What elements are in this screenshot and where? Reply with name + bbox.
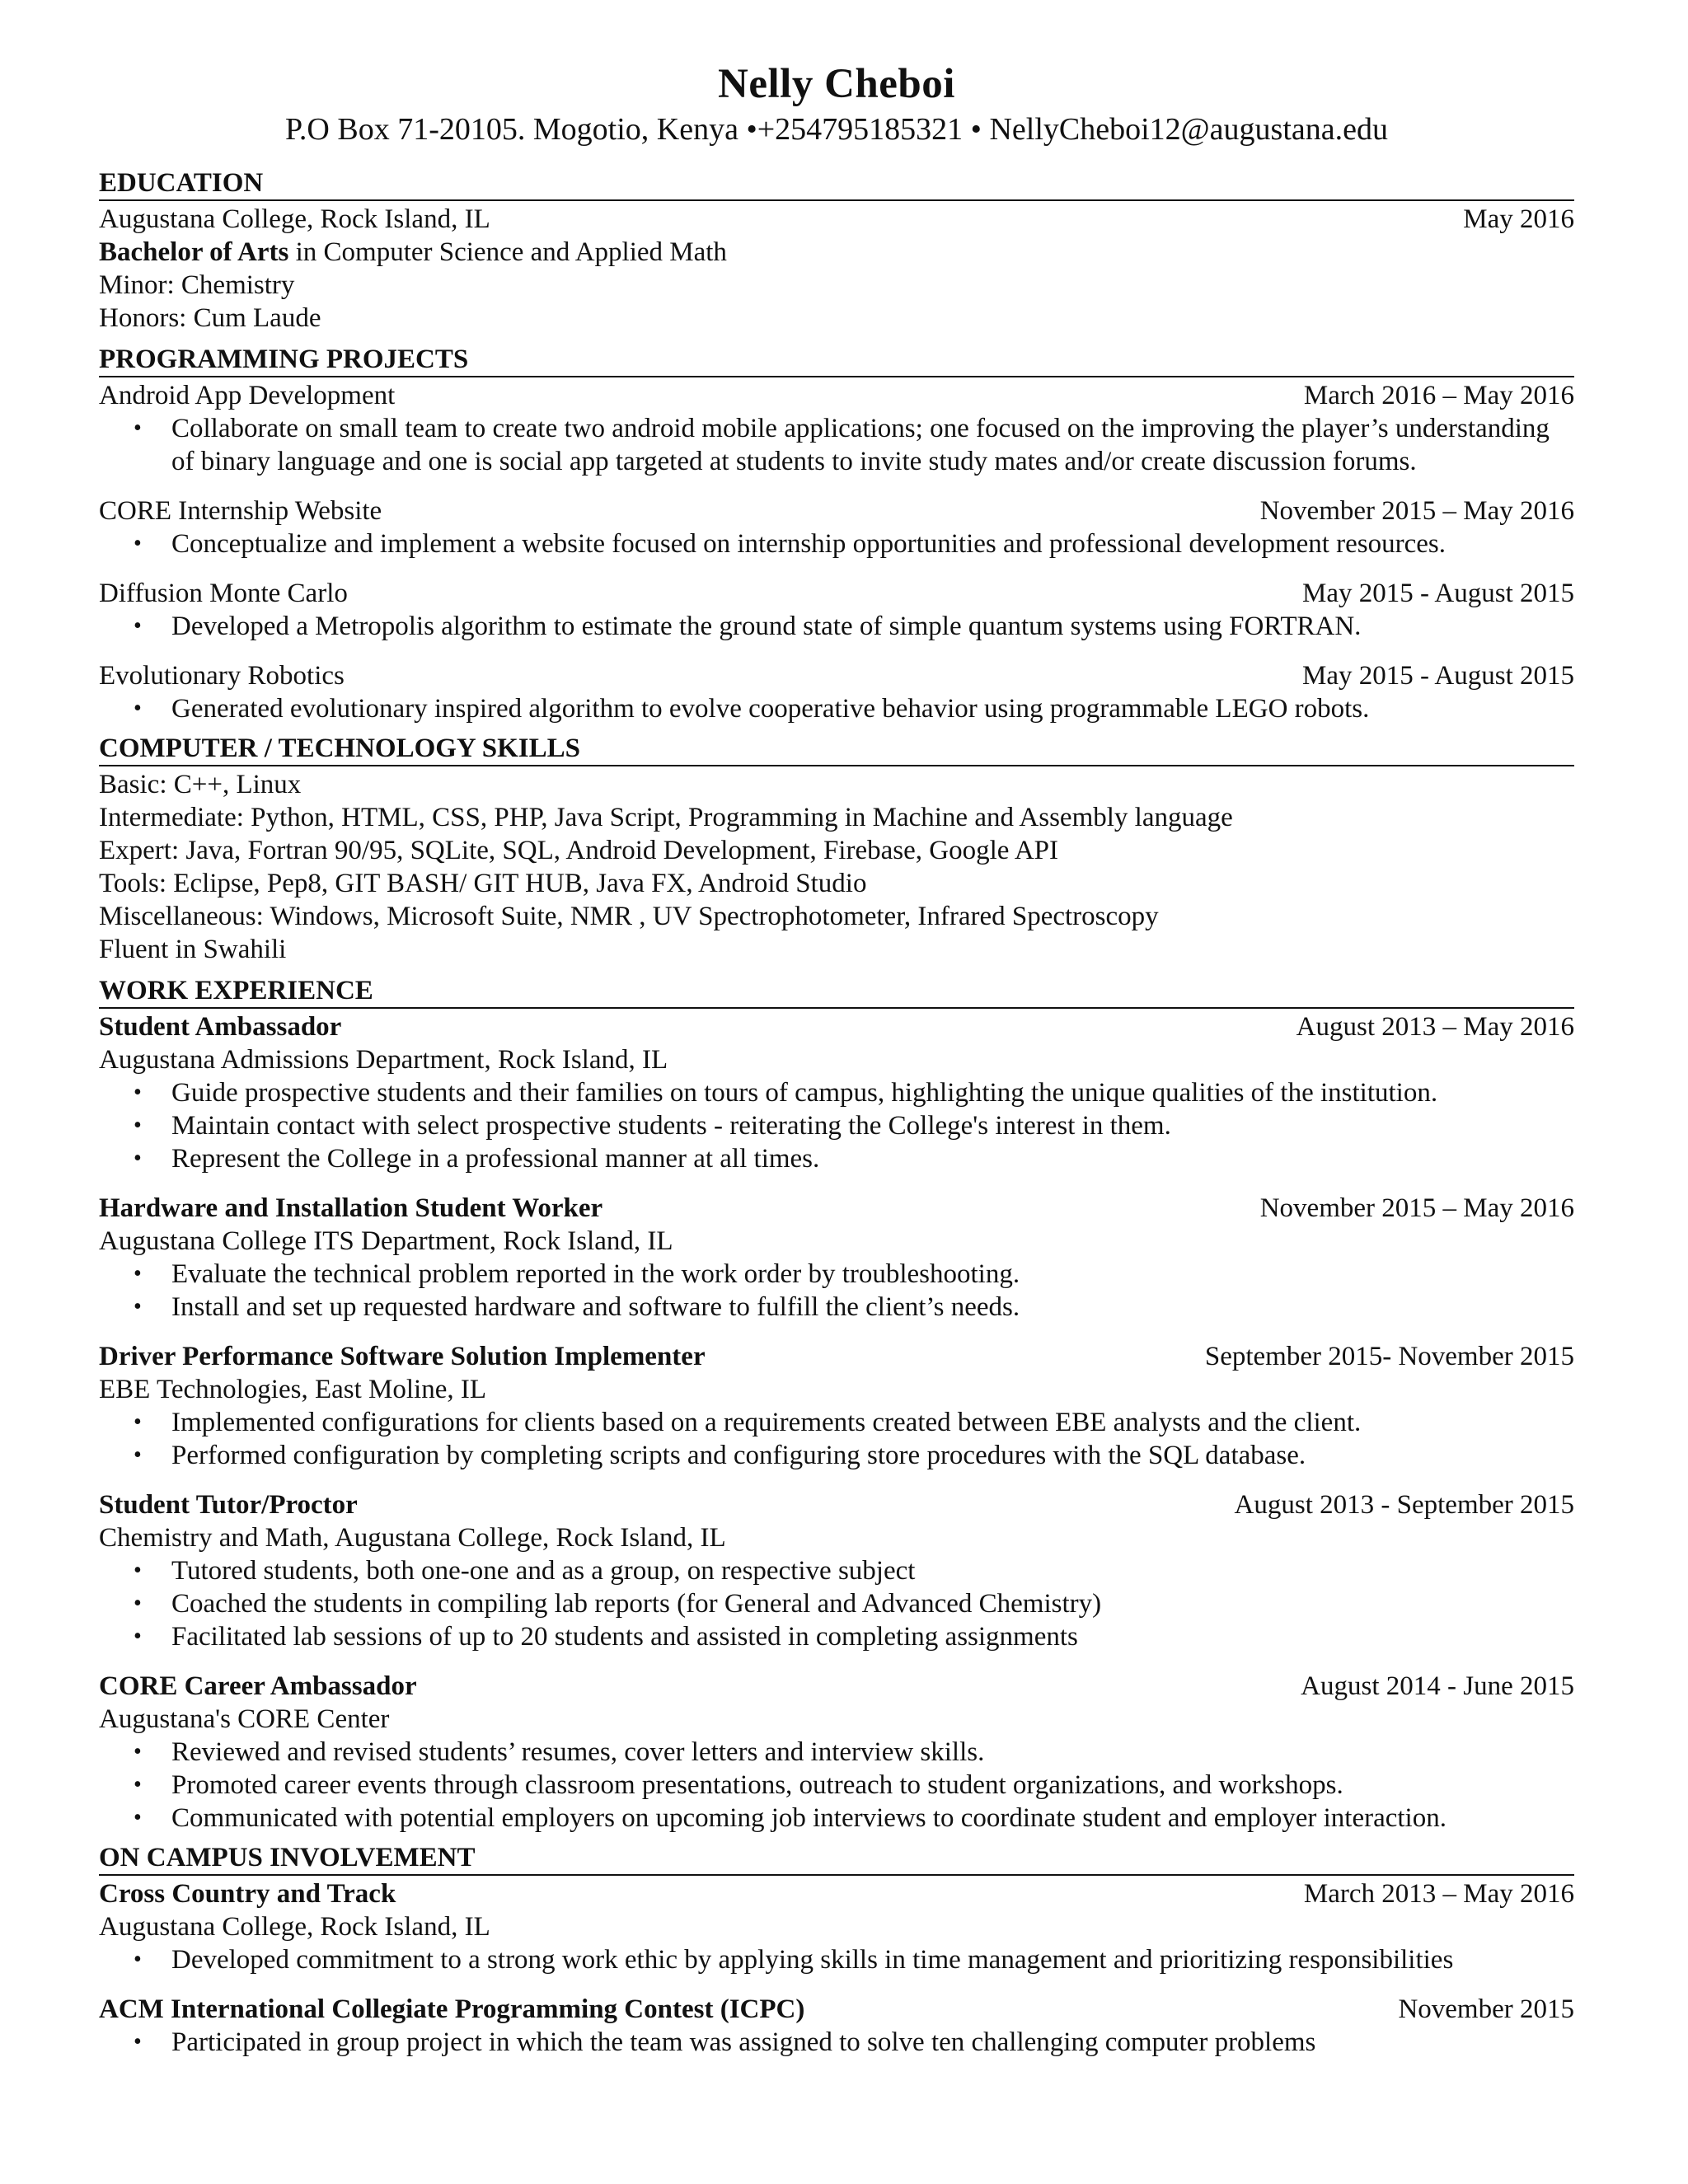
school-name: Augustana College, Rock Island, IL: [99, 204, 490, 234]
campus-section: [99, 1841, 1574, 2059]
minor-line: Minor: Chemistry: [99, 270, 295, 300]
job-header-row: [99, 1340, 1574, 1373]
job-title: Student Ambassador: [99, 1012, 342, 1042]
skill-line: Basic: C++, Linux: [99, 770, 302, 799]
job-organization: Augustana Admissions Department, Rock Island, IL: [99, 1045, 668, 1075]
job-entry: [99, 1488, 1574, 1653]
education-section: [99, 166, 1574, 335]
bullet-item: • Conceptualize and implement a website focused on internship opportunities and professional development resources.: [171, 527, 1574, 560]
job-header-row: [99, 1192, 1574, 1225]
bullet-item: • Promoted career events through classroom presentations, outreach to student organizations, and workshops.: [171, 1769, 1574, 1802]
project-bullet-list: [99, 412, 1574, 478]
projects-section: [99, 343, 1574, 725]
graduation-date: May 2016: [1463, 204, 1574, 234]
campus-list: [99, 1877, 1574, 2059]
project-bullet-list: [99, 610, 1574, 643]
project-date: November 2015 – May 2016: [1259, 496, 1574, 526]
job-bullet-list: [99, 1258, 1574, 1324]
project-header-row: [99, 379, 1574, 412]
section-heading: WORK EXPERIENCE: [99, 974, 1574, 1009]
job-date: September 2015- November 2015: [1204, 1342, 1574, 1371]
project-header-row: [99, 659, 1574, 692]
job-organization: Chemistry and Math, Augustana College, Rock Island, IL: [99, 1523, 726, 1553]
job-bullet-list: [99, 1406, 1574, 1472]
project-bullet-list: [99, 692, 1574, 725]
job-date: November 2015 – May 2016: [1259, 1193, 1574, 1223]
projects-list: [99, 379, 1574, 725]
activity-header-row: [99, 1993, 1574, 2026]
job-title: Hardware and Installation Student Worker: [99, 1193, 603, 1223]
project-title: Evolutionary Robotics: [99, 661, 345, 691]
project-title: Android App Development: [99, 381, 396, 410]
activity-date: March 2013 – May 2016: [1303, 1879, 1574, 1909]
bullet-item: • Install and set up requested hardware and software to fulfill the client’s needs.: [171, 1291, 1574, 1324]
bullet-item: • Communicated with potential employers on upcoming job interviews to coordinate student and employer interaction.: [171, 1802, 1574, 1835]
job-entry: [99, 1010, 1574, 1175]
job-bullet-list: [99, 1554, 1574, 1653]
project-entry: [99, 577, 1574, 643]
project-header-row: [99, 494, 1574, 527]
section-heading: COMPUTER / TECHNOLOGY SKILLS: [99, 732, 1574, 766]
activity-date: November 2015: [1398, 1994, 1574, 2024]
job-title: Driver Performance Software Solution Implementer: [99, 1342, 706, 1371]
education-school-row: [99, 203, 1574, 236]
activity-title: ACM International Collegiate Programming Contest (ICPC): [99, 1994, 805, 2024]
honors-line: Honors: Cum Laude: [99, 303, 321, 333]
bullet-item: • Implemented configurations for clients based on a requirements created between EBE analysts and the client.: [171, 1406, 1574, 1439]
job-title: Student Tutor/Proctor: [99, 1490, 358, 1520]
job-bullet-list: [99, 1736, 1574, 1835]
job-organization: Augustana College ITS Department, Rock Island, IL: [99, 1226, 673, 1256]
activity-entry: [99, 1877, 1574, 1976]
resume-name: Nelly Cheboi: [718, 61, 955, 107]
job-date: August 2013 - September 2015: [1234, 1490, 1574, 1520]
activity-title: Cross Country and Track: [99, 1879, 396, 1909]
bullet-item: • Developed a Metropolis algorithm to estimate the ground state of simple quantum systems using FORTRAN.: [171, 610, 1574, 643]
activity-bullet-list: [99, 2026, 1574, 2059]
job-header-row: [99, 1010, 1574, 1043]
bullet-item: • Performed configuration by completing scripts and configuring store procedures with the SQL database.: [171, 1439, 1574, 1472]
resume-page: [99, 58, 1574, 2064]
skills-section: [99, 732, 1574, 966]
bullet-item: • Collaborate on small team to create two android mobile applications; one focused on the improving the player’s understanding of binary language and one is social app targeted at students to invite study mates and/or create discussion forums.: [171, 412, 1574, 478]
project-date: May 2015 - August 2015: [1302, 579, 1574, 608]
project-bullet-list: [99, 527, 1574, 560]
project-header-row: [99, 577, 1574, 610]
project-entry: [99, 379, 1574, 478]
skill-line: Expert: Java, Fortran 90/95, SQLite, SQL, Android Development, Firebase, Google API: [99, 836, 1058, 865]
job-header-row: [99, 1488, 1574, 1521]
bullet-item: • Represent the College in a professional manner at all times.: [171, 1142, 1574, 1175]
degree-type: Bachelor of Arts: [99, 237, 289, 267]
job-date: August 2014 - June 2015: [1301, 1671, 1574, 1701]
bullet-item: • Developed commitment to a strong work ethic by applying skills in time management and prioritizing responsibilities: [171, 1943, 1574, 1976]
contact-info: P.O Box 71-20105. Mogotio, Kenya •+254795185321 • NellyCheboi12@augustana.edu: [285, 112, 1388, 147]
bullet-item: • Evaluate the technical problem reported in the work order by troubleshooting.: [171, 1258, 1574, 1291]
activity-bullet-list: [99, 1943, 1574, 1976]
section-heading: PROGRAMMING PROJECTS: [99, 343, 1574, 377]
skill-line: Fluent in Swahili: [99, 935, 287, 964]
bullet-item: • Maintain contact with select prospective students - reiterating the College's interest in them.: [171, 1109, 1574, 1142]
skill-line: Miscellaneous: Windows, Microsoft Suite, NMR , UV Spectrophotometer, Infrared Spectroscopy: [99, 902, 1159, 931]
job-organization: EBE Technologies, East Moline, IL: [99, 1375, 486, 1404]
section-heading: EDUCATION: [99, 166, 1574, 201]
bullet-item: • Reviewed and revised students’ resumes, cover letters and interview skills.: [171, 1736, 1574, 1769]
job-bullet-list: [99, 1076, 1574, 1175]
job-header-row: [99, 1670, 1574, 1703]
project-entry: [99, 659, 1574, 725]
skill-line: Tools: Eclipse, Pep8, GIT BASH/ GIT HUB, Java FX, Android Studio: [99, 869, 867, 898]
job-entry: [99, 1670, 1574, 1835]
job-entry: [99, 1192, 1574, 1324]
work-list: [99, 1010, 1574, 1835]
bullet-item: • Generated evolutionary inspired algorithm to evolve cooperative behavior using programmable LEGO robots.: [171, 692, 1574, 725]
job-entry: [99, 1340, 1574, 1472]
job-title: CORE Career Ambassador: [99, 1671, 417, 1701]
section-heading: ON CAMPUS INVOLVEMENT: [99, 1841, 1574, 1876]
project-title: Diffusion Monte Carlo: [99, 579, 348, 608]
bullet-item: • Coached the students in compiling lab reports (for General and Advanced Chemistry): [171, 1587, 1574, 1620]
job-date: August 2013 – May 2016: [1296, 1012, 1574, 1042]
project-date: March 2016 – May 2016: [1303, 381, 1574, 410]
skill-line: Intermediate: Python, HTML, CSS, PHP, Java Script, Programming in Machine and Assembly language: [99, 803, 1233, 832]
skills-list: [99, 768, 1574, 966]
activity-entry: [99, 1993, 1574, 2059]
bullet-item: • Guide prospective students and their families on tours of campus, highlighting the unique qualities of the institution.: [171, 1076, 1574, 1109]
project-date: May 2015 - August 2015: [1302, 661, 1574, 691]
activity-organization: Augustana College, Rock Island, IL: [99, 1912, 490, 1942]
degree-line: [99, 236, 1574, 269]
bullet-item: • Participated in group project in which the team was assigned to solve ten challenging computer problems: [171, 2026, 1574, 2059]
project-entry: [99, 494, 1574, 560]
activity-header-row: [99, 1877, 1574, 1910]
job-organization: Augustana's CORE Center: [99, 1704, 390, 1734]
degree-field: in Computer Science and Applied Math: [288, 237, 727, 267]
bullet-item: • Facilitated lab sessions of up to 20 students and assisted in completing assignments: [171, 1620, 1574, 1653]
work-section: [99, 974, 1574, 1835]
bullet-item: • Tutored students, both one-one and as a group, on respective subject: [171, 1554, 1574, 1587]
project-title: CORE Internship Website: [99, 496, 382, 526]
